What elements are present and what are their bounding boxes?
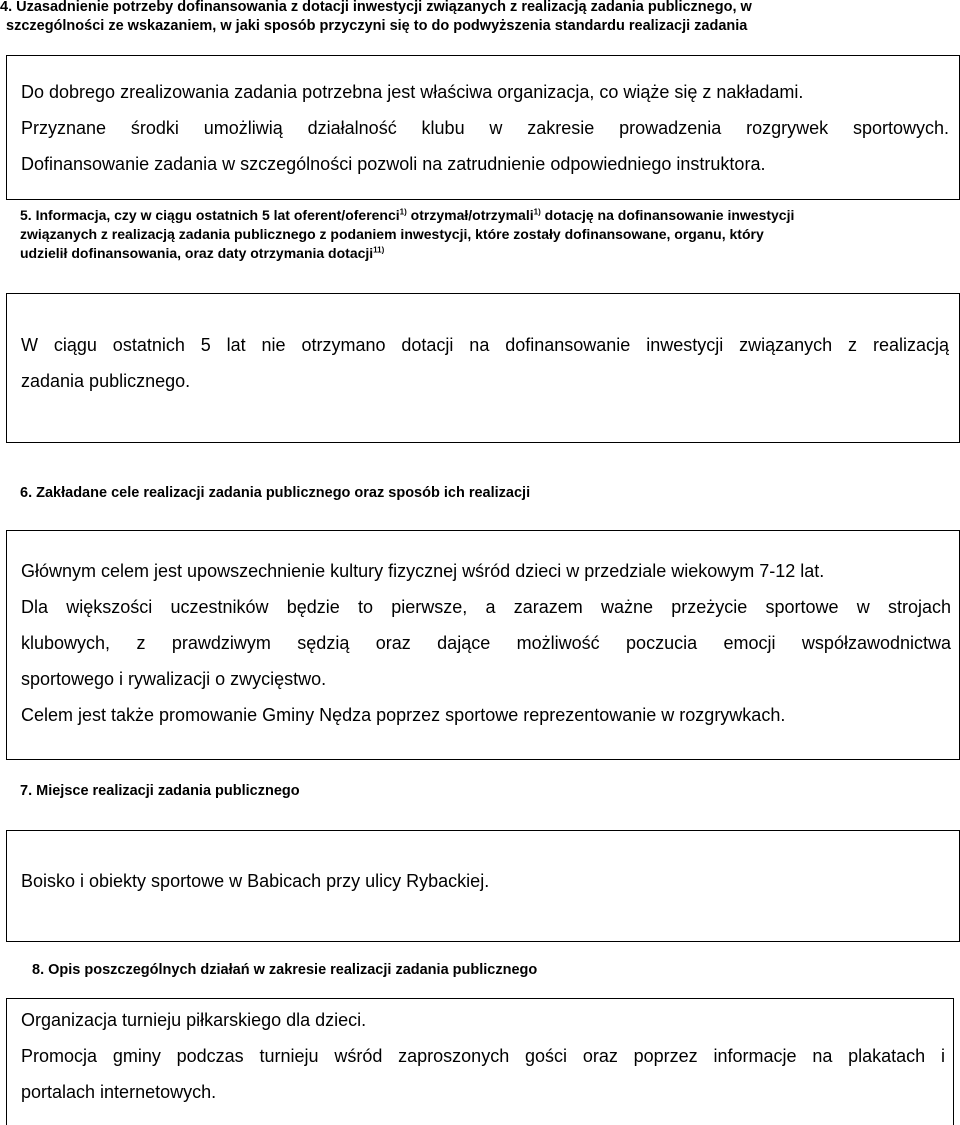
footnote-ref-3: 11) xyxy=(373,245,385,255)
footnote-ref-1: 1) xyxy=(399,207,407,217)
section-5-line-2: zadania publicznego. xyxy=(21,371,191,391)
section-4-line-3: Dofinansowanie zadania w szczególności pozwoli na zatrudnienie odpowiedniego instruktora. xyxy=(21,154,766,174)
section-5-heading-line-3: udzielił dofinansowania, oraz daty otrzymania dotacji xyxy=(20,245,374,261)
footnote-ref-2: 1) xyxy=(533,207,541,217)
section-7-box xyxy=(6,830,960,942)
section-4-line-2: Przyznane środki umożliwią działalność klubu w zakresie prowadzenia rozgrywek sportowych. xyxy=(21,118,949,138)
section-6-line-2: Dla większości uczestników będzie to pierwsze, a zarazem ważne przeżycie sportowe w strojach xyxy=(21,597,951,617)
section-5-line-1: W ciągu ostatnich 5 lat nie otrzymano dotacji na dofinansowanie inwestycji związanych z realizacją xyxy=(21,335,949,355)
section-8-box xyxy=(6,998,954,1125)
section-6-heading: 6. Zakładane cele realizacji zadania publicznego oraz sposób ich realizacji xyxy=(20,485,531,501)
section-5-heading-part-b: otrzymał/otrzymali xyxy=(406,207,534,223)
section-8-line-2: Promocja gminy podczas turnieju wśród zaproszonych gości oraz poprzez informacje na plakatach i xyxy=(21,1046,945,1066)
section-7-line-1: Boisko i obiekty sportowe w Babicach przy ulicy Rybackiej. xyxy=(21,871,490,891)
section-4-box xyxy=(6,55,960,200)
section-6-line-4: sportowego i rywalizacji o zwycięstwo. xyxy=(21,669,327,689)
section-4-heading xyxy=(0,0,930,36)
section-6-line-1: Głównym celem jest upowszechnienie kultury fizycznej wśród dzieci w przedziale wiekowym 7-12 lat. xyxy=(21,561,825,581)
section-6-line-3: klubowych, z prawdziwym sędzią oraz dające możliwość poczucia emocji współzawodnictwa xyxy=(21,633,951,653)
section-5-heading xyxy=(20,206,954,263)
section-4-heading-line-2: szczególności ze wskazaniem, w jaki sposób przyczyni się to do podwyższenia standardu realizacji zadania xyxy=(6,18,748,34)
section-5-heading-part-c: dotację na dofinansowanie inwestycji xyxy=(540,207,795,223)
section-4-line-1: Do dobrego zrealizowania zadania potrzebna jest właściwa organizacja, co wiąże się z nakładami. xyxy=(21,82,804,102)
section-5-heading-part-a: 5. Informacja, czy w ciągu ostatnich 5 lat oferent/oferenci xyxy=(20,207,400,223)
section-6-line-5: Celem jest także promowanie Gminy Nędza poprzez sportowe reprezentowanie w rozgrywkach. xyxy=(21,705,786,725)
section-8-line-1: Organizacja turnieju piłkarskiego dla dzieci. xyxy=(21,1010,367,1030)
section-8-heading: 8. Opis poszczególnych działań w zakresie realizacji zadania publicznego xyxy=(32,962,538,978)
section-6-box xyxy=(6,530,960,760)
section-5-box xyxy=(6,293,960,443)
section-5-heading-line-2: związanych z realizacją zadania publicznego z podaniem inwestycji, które zostały dofinansowane, organu, który xyxy=(20,226,764,242)
section-4-heading-line-1: 4. Uzasadnienie potrzeby dofinansowania z dotacji inwestycji związanych z realizacją zadania publicznego, w xyxy=(0,0,752,15)
section-8-line-3: portalach internetowych. xyxy=(21,1082,217,1102)
section-7-heading: 7. Miejsce realizacji zadania publicznego xyxy=(20,783,300,799)
